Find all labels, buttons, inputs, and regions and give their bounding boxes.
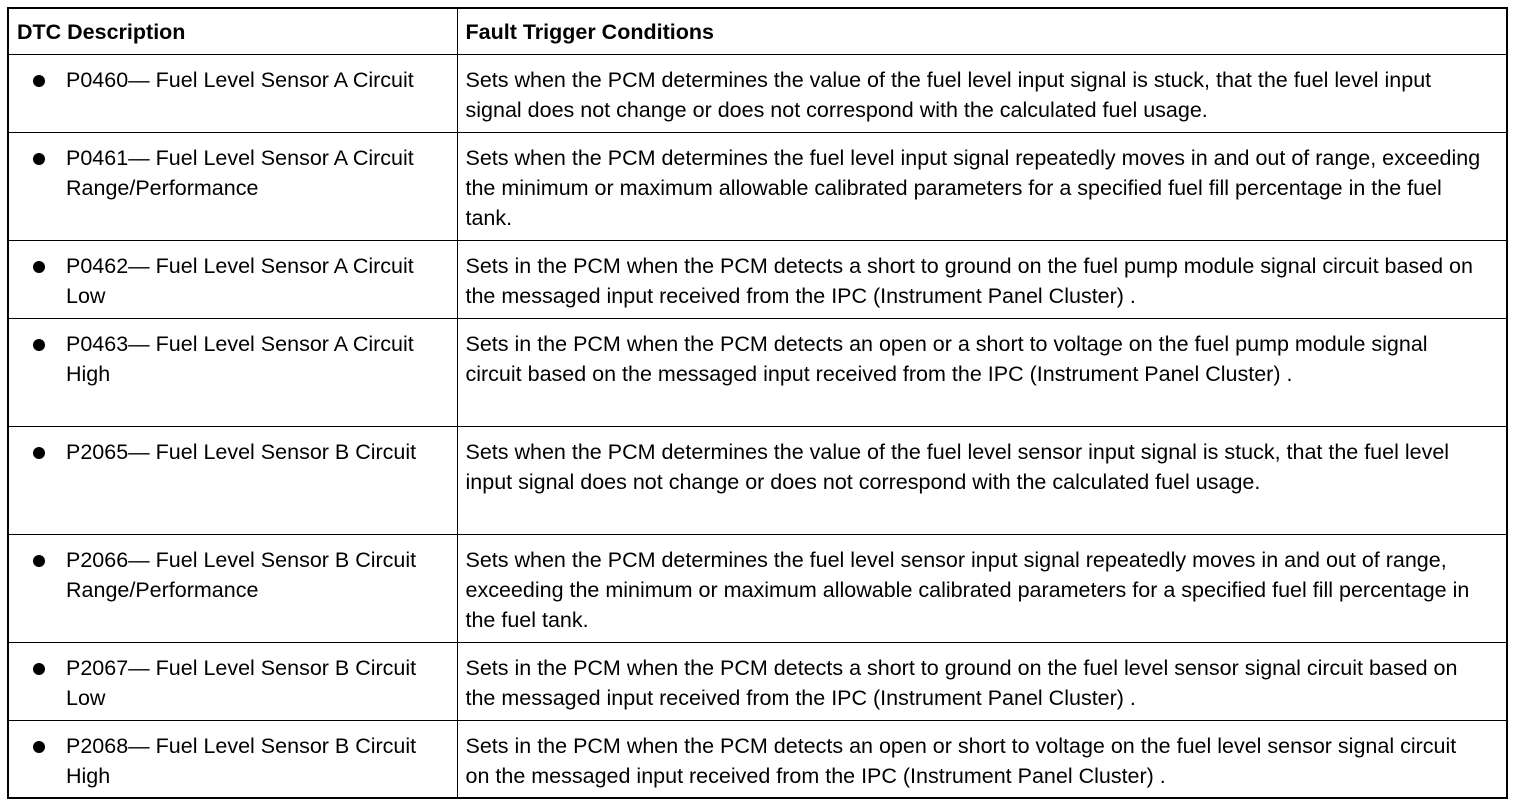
bullet-icon: [33, 663, 45, 675]
dtc-table: [7, 7, 1508, 799]
table-row: [8, 642, 1507, 720]
dtc-description-cell: [8, 132, 457, 240]
fault-conditions-cell: Sets when the PCM determines the fuel level input signal repeatedly moves in and out of range, exceeding the minimum or maximum allowable calibrated parameters for a specified fuel fill percentage in the fuel tank.: [457, 132, 1507, 240]
table-row: [8, 318, 1507, 426]
table-row: [8, 54, 1507, 132]
dtc-title: P2065— Fuel Level Sensor B Circuit: [66, 439, 417, 464]
table-header: [8, 8, 1507, 54]
dtc-description-cell: [8, 426, 457, 534]
bullet-icon: [33, 339, 45, 351]
bullet-icon: [33, 261, 45, 273]
table-row: [8, 426, 1507, 534]
dtc-title: P0463— Fuel Level Sensor A Circuit High: [66, 331, 414, 386]
dtc-description-cell: [8, 240, 457, 318]
dtc-title: P0460— Fuel Level Sensor A Circuit: [66, 67, 414, 92]
header-fault-trigger-conditions: Fault Trigger Conditions: [457, 8, 1507, 54]
table-row: [8, 720, 1507, 798]
fault-conditions-cell: Sets in the PCM when the PCM detects a short to ground on the fuel pump module signal circuit based on the messaged input received from the IPC (Instrument Panel Cluster) .: [457, 240, 1507, 318]
header-row: [8, 8, 1507, 54]
fault-conditions-cell: Sets in the PCM when the PCM detects an open or a short to voltage on the fuel pump module signal circuit based on the messaged input received from the IPC (Instrument Panel Cluster) .: [457, 318, 1507, 426]
fault-conditions-cell: Sets when the PCM determines the value of the fuel level input signal is stuck, that the fuel level input signal does not change or does not correspond with the calculated fuel usage.: [457, 54, 1507, 132]
table-row: [8, 132, 1507, 240]
dtc-description-cell: [8, 534, 457, 642]
dtc-description-cell: [8, 54, 457, 132]
bullet-icon: [33, 75, 45, 87]
table-row: [8, 534, 1507, 642]
dtc-title: P2068— Fuel Level Sensor B Circuit High: [66, 733, 417, 788]
table-body: [8, 54, 1507, 798]
dtc-title: P0461— Fuel Level Sensor A Circuit Range/Performance: [66, 145, 414, 200]
dtc-description-cell: [8, 642, 457, 720]
header-dtc-description: DTC Description: [8, 8, 457, 54]
dtc-description-cell: [8, 720, 457, 798]
table-row: [8, 240, 1507, 318]
fault-conditions-cell: Sets when the PCM determines the value of the fuel level sensor input signal is stuck, that the fuel level input signal does not change or does not correspond with the calculated fuel usage.: [457, 426, 1507, 534]
fault-conditions-cell: Sets in the PCM when the PCM detects a short to ground on the fuel level sensor signal circuit based on the messaged input received from the IPC (Instrument Panel Cluster) .: [457, 642, 1507, 720]
dtc-description-cell: [8, 318, 457, 426]
dtc-title: P2066— Fuel Level Sensor B Circuit Range/Performance: [66, 547, 417, 602]
fault-conditions-cell: Sets in the PCM when the PCM detects an open or short to voltage on the fuel level sensor signal circuit on the messaged input received from the IPC (Instrument Panel Cluster) .: [457, 720, 1507, 798]
bullet-icon: [33, 741, 45, 753]
dtc-title: P0462— Fuel Level Sensor A Circuit Low: [66, 253, 414, 308]
bullet-icon: [33, 447, 45, 459]
dtc-title: P2067— Fuel Level Sensor B Circuit Low: [66, 655, 417, 710]
bullet-icon: [33, 555, 45, 567]
bullet-icon: [33, 153, 45, 165]
fault-conditions-cell: Sets when the PCM determines the fuel level sensor input signal repeatedly moves in and out of range, exceeding the minimum or maximum allowable calibrated parameters for a specified fuel fill percentage in the fuel tank.: [457, 534, 1507, 642]
